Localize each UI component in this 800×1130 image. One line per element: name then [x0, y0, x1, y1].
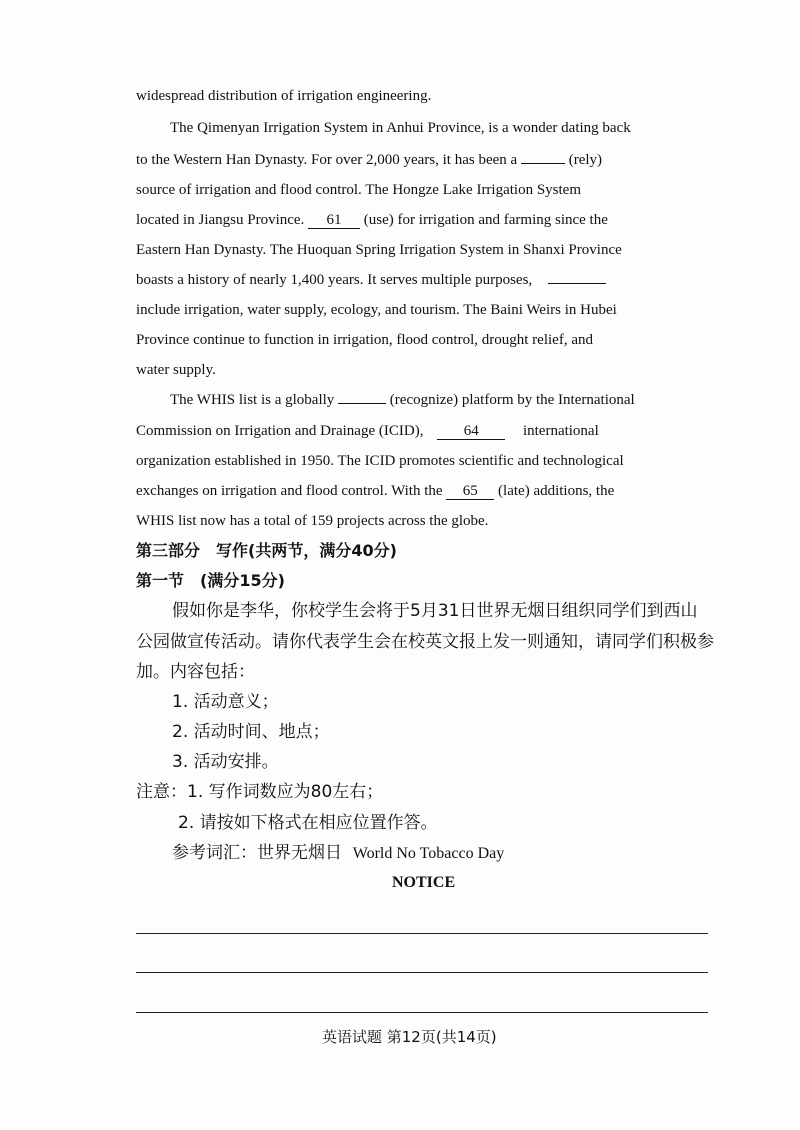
part3-heading: 第三部分 写作(共两节，满分40分): [136, 541, 397, 560]
vocab-label: 参考词汇：世界无烟日: [172, 843, 342, 863]
paragraph2-line7: include irrigation, water supply, ecology, and tourism. The Baini Weirs in Hubei: [136, 302, 617, 318]
notice-title: NOTICE: [392, 874, 456, 891]
answer-blank-65[interactable]: 65: [446, 483, 494, 500]
section1-heading: 第一节 (满分15分): [136, 571, 285, 590]
paragraph2-line4-rest: (use) for irrigation and farming since the: [363, 212, 608, 228]
paragraph2-line4-text: located in Jiangsu Province.: [136, 212, 305, 228]
vocab-english: World No Tobacco Day: [352, 845, 505, 862]
paragraph2-line8: Province continue to function in irrigation, flood control, drought relief, and: [136, 332, 593, 348]
answer-blank-60[interactable]: [521, 163, 565, 164]
answer-line-2[interactable]: [136, 972, 708, 973]
answer-line-3[interactable]: [136, 1012, 708, 1013]
answer-line-1[interactable]: [136, 933, 708, 934]
paragraph2-line4: [136, 210, 608, 230]
task-line2: 公园做宣传活动。请你代表学生会在校英文报上发一则通知，请同学们积极参: [136, 632, 714, 652]
paragraph2-line2: [136, 150, 602, 170]
answer-blank-63[interactable]: [338, 403, 386, 404]
paragraph2-line2-text: to the Western Han Dynasty. For over 2,000 years, it has been a: [136, 152, 518, 168]
paragraph2-line6-text: boasts a history of nearly 1,400 years. It serves multiple purposes,: [136, 272, 533, 288]
page-footer: 英语试题 第12页(共14页): [322, 1028, 497, 1046]
answer-blank-61[interactable]: 61: [308, 212, 360, 229]
hint-recognize: (recognize) platform by the International: [389, 392, 635, 408]
note-line1: 注意：1. 写作词数应为80左右；: [136, 782, 384, 802]
answer-blank-64[interactable]: 64: [437, 423, 505, 440]
paragraph2-line6: [136, 270, 606, 290]
paragraph1-line1: widespread distribution of irrigation engineering.: [136, 88, 432, 104]
paragraph2-line3: source of irrigation and flood control. The Hongze Lake Irrigation System: [136, 182, 582, 198]
paragraph3-line4: [136, 481, 614, 501]
paragraph2-line1: The Qimenyan Irrigation System in Anhui Province, is a wonder dating back: [170, 120, 631, 136]
hint-late: (late) additions, the: [498, 483, 615, 499]
answer-blank-62[interactable]: [548, 283, 606, 284]
vocab-line: [172, 843, 504, 864]
task-item3: 3. 活动安排。: [172, 752, 279, 772]
note-line2: 2. 请按如下格式在相应位置作答。: [178, 813, 438, 833]
paragraph3-line2: [136, 421, 599, 441]
task-item1: 1. 活动意义；: [172, 692, 279, 712]
paragraph3-line3: organization established in 1950. The ICID promotes scientific and technological: [136, 453, 624, 469]
task-line1: 假如你是李华，你校学生会将于5月31日世界无烟日组织同学们到西山: [172, 601, 698, 621]
paragraph3-line4-text: exchanges on irrigation and flood control. With the: [136, 483, 443, 499]
paragraph3-line2-rest: international: [522, 423, 599, 439]
paragraph3-line5: WHIS list now has a total of 159 projects across the globe.: [136, 513, 489, 529]
task-item2: 2. 活动时间、地点；: [172, 722, 330, 742]
paragraph3-line2-text: Commission on Irrigation and Drainage (ICID),: [136, 423, 424, 439]
paragraph3-line1: [170, 390, 635, 410]
paragraph2-line9: water supply.: [136, 362, 216, 378]
task-line3: 加。内容包括：: [136, 662, 255, 682]
paragraph3-line1-text: The WHIS list is a globally: [170, 392, 335, 408]
paragraph2-line5: Eastern Han Dynasty. The Huoquan Spring Irrigation System in Shanxi Province: [136, 242, 622, 258]
hint-rely: (rely): [568, 152, 603, 168]
